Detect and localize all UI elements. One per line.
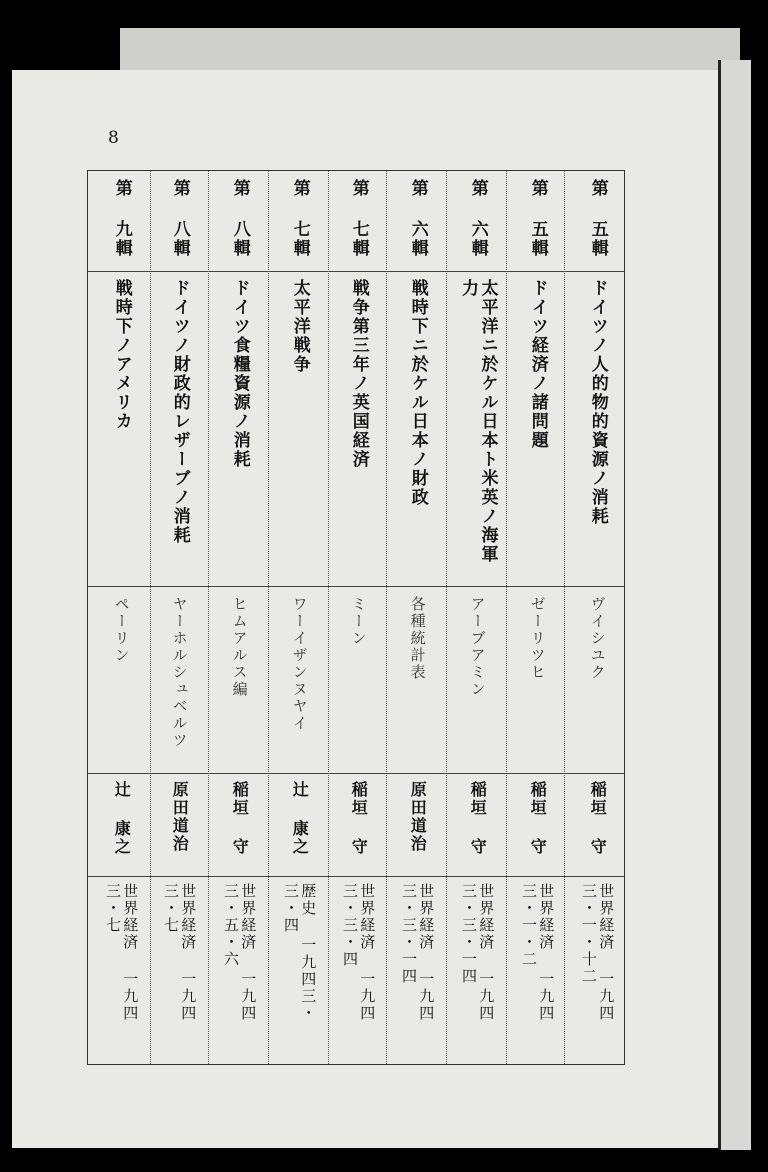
translator: 稲垣 守 bbox=[349, 781, 369, 856]
entry-column bbox=[94, 171, 148, 1064]
translator: 原田道治 bbox=[408, 781, 428, 853]
column-divider bbox=[446, 171, 447, 1064]
article-title: ドイツ食糧資源ノ消耗 bbox=[229, 279, 250, 469]
original-author: ミーン bbox=[349, 596, 368, 647]
original-author: ヴイシユク bbox=[588, 596, 607, 681]
issue-number: 第 七輯 bbox=[348, 179, 369, 258]
entry-column bbox=[212, 171, 266, 1064]
issue-number: 第 六輯 bbox=[467, 179, 488, 258]
translator: 稲垣 守 bbox=[230, 781, 250, 856]
issue-number: 第 六輯 bbox=[407, 179, 428, 258]
translator: 稲垣 守 bbox=[588, 781, 608, 856]
issue-number: 第 五輯 bbox=[527, 179, 548, 258]
entry-column bbox=[272, 171, 326, 1064]
article-title: 太平洋ニ於ケル日本ト米英ノ海軍力 bbox=[458, 279, 498, 564]
original-author: 各種統計表 bbox=[408, 596, 427, 681]
translator: 原田道治 bbox=[170, 781, 190, 853]
source-publication: 世界経済 一九四三・五・六 bbox=[222, 883, 258, 1022]
article-title: ドイツノ財政的レザーブノ消耗 bbox=[169, 279, 190, 545]
original-author: ヒムアルス編 bbox=[230, 596, 249, 698]
translator: 稲垣 守 bbox=[528, 781, 548, 856]
article-title: 戦争第三年ノ英国経済 bbox=[348, 279, 369, 469]
issue-number: 第 七輯 bbox=[289, 179, 310, 258]
column-divider bbox=[564, 171, 565, 1064]
source-publication: 世界経済 一九四三・三・一四 bbox=[460, 883, 496, 1022]
page-number: 8 bbox=[108, 128, 119, 148]
entry-column bbox=[152, 171, 206, 1064]
source-publication: 世界経済 一九四三・一・二 bbox=[520, 883, 556, 1022]
entry-column bbox=[331, 171, 385, 1064]
column-divider bbox=[386, 171, 387, 1064]
original-author: アーブアミン bbox=[468, 596, 487, 698]
article-title: ドイツノ人的物的資源ノ消耗 bbox=[587, 279, 608, 526]
translator: 辻 康之 bbox=[290, 781, 310, 856]
source-publication: 世界経済 一九四三・七 bbox=[104, 883, 140, 1022]
source-publication: 歴史 一九四三・三・四 bbox=[282, 883, 318, 1022]
source-publication: 世界経済 一九四三・七 bbox=[162, 883, 198, 1022]
source-publication: 世界経済 一九四三・三・四 bbox=[341, 883, 377, 1022]
book-spine bbox=[718, 60, 751, 1150]
article-title: 戦時下ニ於ケル日本ノ財政 bbox=[407, 279, 428, 507]
original-author: ペーリン bbox=[112, 596, 131, 664]
source-publication: 世界経済 一九四三・三・一四 bbox=[400, 883, 436, 1022]
original-author: ワーイザンヌヤイ bbox=[290, 596, 309, 732]
issue-number: 第 八輯 bbox=[169, 179, 190, 258]
issue-number: 第 八輯 bbox=[229, 179, 250, 258]
issue-number: 第 九輯 bbox=[111, 179, 132, 258]
translator: 辻 康之 bbox=[112, 781, 132, 856]
article-title: ドイツ経済ノ諸問題 bbox=[527, 279, 548, 450]
column-divider bbox=[506, 171, 507, 1064]
publication-table bbox=[87, 170, 625, 1065]
article-title: 戦時下ノアメリカ bbox=[111, 279, 132, 431]
torn-paper-edge bbox=[120, 28, 740, 74]
original-author: ゼーリツヒ bbox=[528, 596, 547, 681]
translator: 稲垣 守 bbox=[468, 781, 488, 856]
column-divider bbox=[268, 171, 269, 1064]
entry-column bbox=[510, 171, 564, 1064]
source-publication: 世界経済 一九四三・一・十二 bbox=[580, 883, 616, 1022]
issue-number: 第 五輯 bbox=[587, 179, 608, 258]
entry-column bbox=[390, 171, 444, 1064]
entry-column bbox=[570, 171, 624, 1064]
article-title: 太平洋戦争 bbox=[289, 279, 310, 374]
entry-column bbox=[450, 171, 504, 1064]
column-divider bbox=[208, 171, 209, 1064]
column-divider bbox=[328, 171, 329, 1064]
original-author: ヤーホルシュベルツ bbox=[170, 596, 189, 749]
column-divider bbox=[150, 171, 151, 1064]
